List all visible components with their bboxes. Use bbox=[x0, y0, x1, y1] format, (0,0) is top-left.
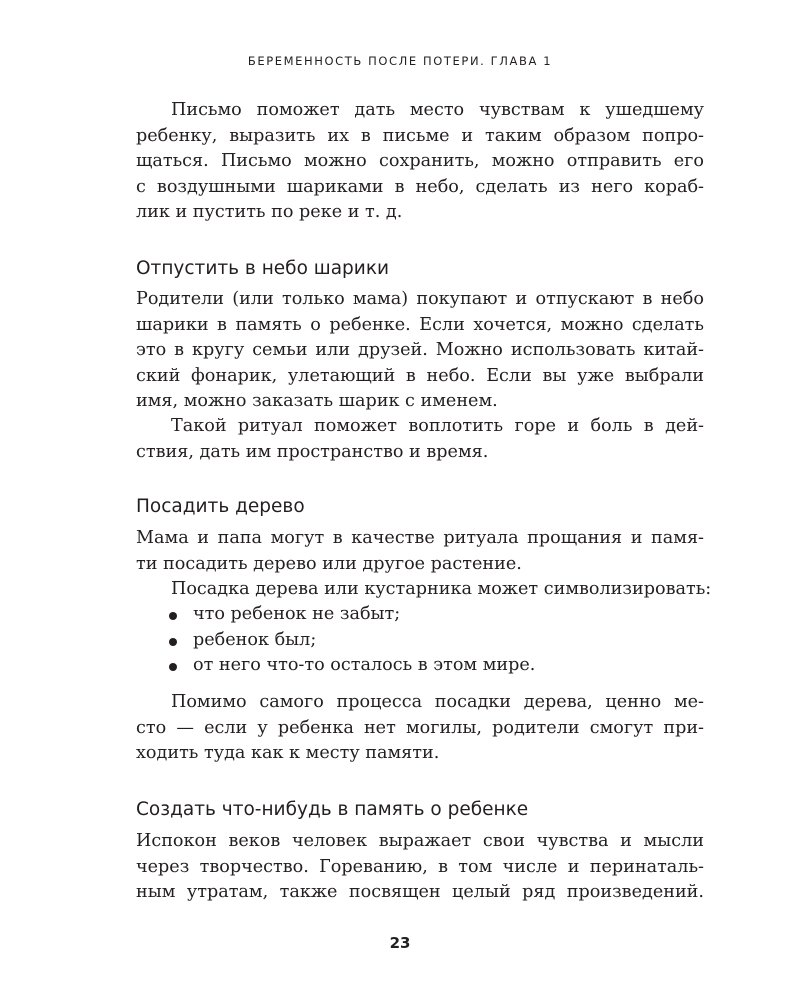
text-line: сто — если у ребенка нет могилы, родители смогут при- bbox=[136, 717, 704, 738]
paragraph-create bbox=[136, 829, 704, 906]
paragraph-symbolize bbox=[136, 577, 712, 603]
text-line: это в кругу семьи или друзей. Можно использовать китай- bbox=[136, 340, 704, 360]
text-line: Письмо поможет дать место чувствам к ушедшему bbox=[171, 100, 704, 120]
section-heading-balloons: Отпустить в небо шарики bbox=[136, 258, 390, 279]
text-line: Испокон веков человек выражает свои чувства и мысли bbox=[136, 831, 704, 851]
bullet-icon bbox=[169, 638, 177, 646]
paragraph-letter bbox=[136, 98, 704, 226]
text-line: ствия, дать им пространство и время. bbox=[136, 441, 489, 462]
text-line: через творчество. Гореванию, в том числе и перинаталь- bbox=[136, 856, 704, 877]
paragraph-ritual bbox=[136, 414, 704, 465]
text-line: щаться. Письмо можно сохранить, можно отправить его bbox=[136, 151, 704, 171]
bullet-icon bbox=[169, 663, 177, 671]
text-line: лик и пустить по реке и т. д. bbox=[136, 202, 403, 222]
paragraph-balloons bbox=[136, 287, 704, 415]
text-line: ным утратам, также посвящен целый ряд произведений. bbox=[136, 882, 704, 902]
section-heading-tree: Посадить дерево bbox=[136, 496, 305, 517]
text-line: имя, можно заказать шарик с именем. bbox=[136, 391, 498, 411]
text-line: ребенку, выразить их в письме и таким образом попро- bbox=[136, 125, 704, 146]
paragraph-place bbox=[136, 690, 704, 767]
text-line: Помимо самого процесса посадки дерева, ценно ме- bbox=[171, 692, 704, 712]
list-item: от него что-то осталось в этом мире. bbox=[136, 653, 704, 679]
symbol-list bbox=[136, 602, 704, 679]
text-line: ходить туда как к месту памяти. bbox=[136, 743, 440, 763]
bullet-icon bbox=[169, 612, 177, 620]
text-line: Родители (или только мама) покупают и отпускают в небо bbox=[136, 289, 704, 309]
text-line: Такой ритуал поможет воплотить горе и боль в дей- bbox=[171, 416, 704, 436]
text-line: Посадка дерева или кустарника может символизировать: bbox=[171, 579, 712, 599]
list-item: что ребенок не забыт; bbox=[136, 602, 704, 628]
page-number: 23 bbox=[389, 934, 411, 952]
list-item: ребенок был; bbox=[136, 628, 704, 654]
running-head: БЕРЕМЕННОСТЬ ПОСЛЕ ПОТЕРИ. ГЛАВА 1 bbox=[247, 54, 553, 68]
text-line: Мама и папа могут в качестве ритуала прощания и памя- bbox=[136, 528, 704, 548]
section-heading-create: Создать что-нибудь в память о ребенке bbox=[136, 799, 529, 820]
text-line: с воздушными шариками в небо, сделать из него кораб- bbox=[136, 176, 704, 197]
text-line: ский фонарик, улетающий в небо. Если вы уже выбрали bbox=[136, 365, 704, 386]
text-line: ти посадить дерево или другое растение. bbox=[136, 553, 522, 574]
text-line: шарики в память о ребенке. Если хочется, можно сделать bbox=[136, 314, 704, 335]
paragraph-tree bbox=[136, 526, 704, 577]
